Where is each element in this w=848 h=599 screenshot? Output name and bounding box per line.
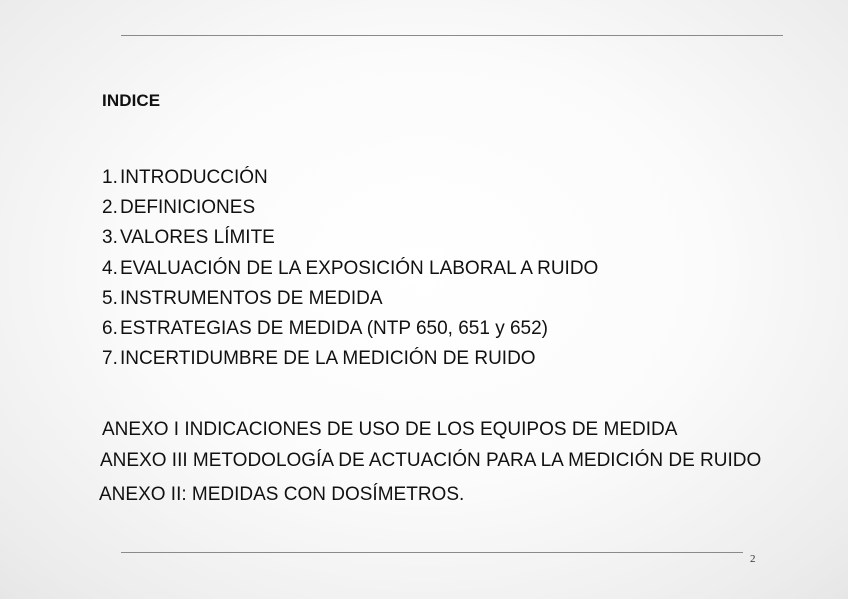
toc-item-label: INCERTIDUMBRE DE LA MEDICIÓN DE RUIDO: [120, 348, 536, 370]
toc-item: [102, 163, 598, 193]
table-of-contents: [102, 163, 598, 374]
toc-item: [102, 314, 598, 344]
toc-item-number: 5.: [102, 287, 118, 309]
annex-item: ANEXO II: MEDIDAS CON DOSÍMETROS.: [99, 484, 465, 505]
toc-item-number: 3.: [102, 227, 118, 249]
annex-item: ANEXO III METODOLOGÍA DE ACTUACIÓN PARA LA MEDICIÓN DE RUIDO: [100, 450, 762, 471]
toc-item: [102, 254, 598, 284]
toc-item-label: INSTRUMENTOS DE MEDIDA: [120, 287, 383, 309]
toc-item-label: EVALUACIÓN DE LA EXPOSICIÓN LABORAL A RUIDO: [120, 257, 599, 279]
toc-item: [102, 193, 598, 223]
toc-item-number: 1.: [102, 167, 118, 188]
toc-item: [102, 284, 598, 314]
toc-item-label: ESTRATEGIAS DE MEDIDA (NTP 650, 651 y 652): [120, 318, 549, 340]
page-number: 2: [750, 553, 756, 565]
toc-item-label: DEFINICIONES: [120, 197, 256, 219]
toc-item-label: VALORES LÍMITE: [120, 227, 275, 249]
annex-item: ANEXO I INDICACIONES DE USO DE LOS EQUIPOS DE MEDIDA: [102, 419, 678, 440]
toc-item-label: INTRODUCCIÓN: [120, 167, 268, 188]
toc-item-number: 4.: [102, 257, 118, 279]
toc-item: [102, 344, 598, 374]
slide-title: INDICE: [102, 91, 161, 110]
bottom-divider: [121, 552, 743, 553]
toc-item-number: 2.: [102, 197, 118, 219]
toc-item-number: 6.: [102, 318, 118, 340]
top-divider: [121, 35, 783, 36]
toc-item: [102, 223, 598, 253]
toc-item-number: 7.: [102, 348, 118, 370]
